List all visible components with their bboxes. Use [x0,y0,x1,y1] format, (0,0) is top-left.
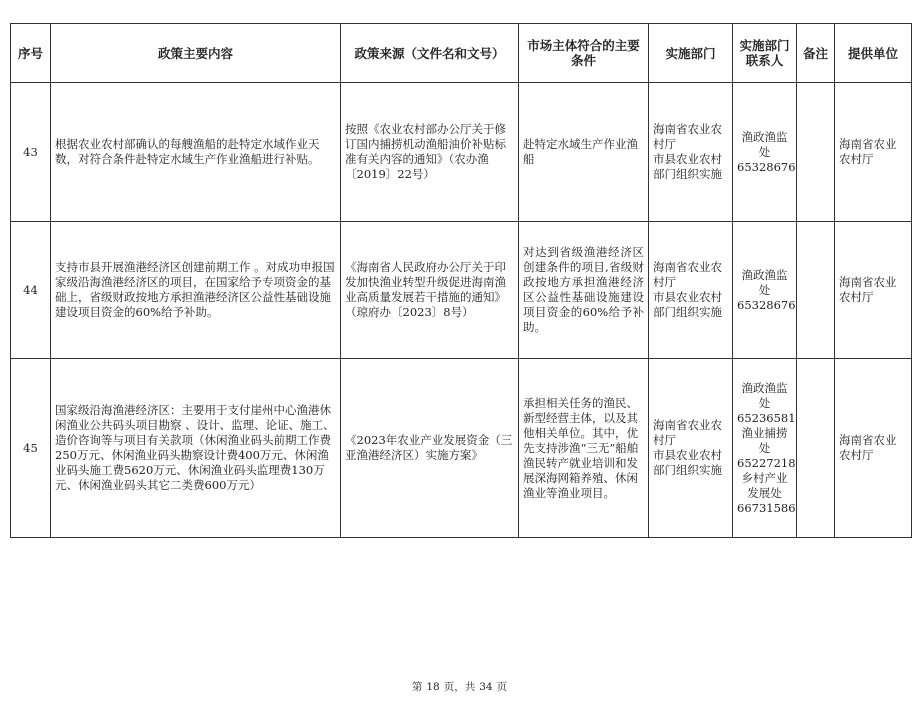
cell-conditions: 承担相关任务的渔民、新型经营主体，以及其他相关单位。其中，优先支持涉渔“三无”船舶渔民转产就业培训和发展深海网箱养殖、休闲渔业等渔业项目。 [519,359,649,538]
cell-provider: 海南省农业农村厅 [835,83,912,222]
footer-prefix: 第 [411,681,423,693]
cell-contact: 渔政渔监处 65328676 [733,222,797,359]
header-conditions: 市场主体符合的主要条件 [519,24,649,83]
header-dept: 实施部门 [649,24,733,83]
table-row [11,359,912,538]
footer-suffix: 页 [496,681,508,693]
cell-source: 《海南省人民政府办公厅关于印发加快渔业转型升级促进海南渔业高质量发展若干措施的通知》（琼府办〔2023〕8号） [341,222,519,359]
cell-content: 支持市县开展渔港经济区创建前期工作 。对成功申报国家级沿海渔港经济区的项目，在国家给予专项资金的基础上，省级财政按地方承担渔港经济区公益性基础设施建设项目资金的60%给予补助。 [51,222,341,359]
cell-source: 《2023年农业产业发展资金（三亚渔港经济区）实施方案》 [341,359,519,538]
page-footer [0,679,919,694]
table-row [11,83,912,222]
footer-mid: 页，共 [443,681,476,693]
cell-content: 根据农业农村部确认的每艘渔船的赴特定水域作业天数，对符合条件赴特定水域生产作业渔船进行补贴。 [51,83,341,222]
table-header-row [11,24,912,83]
cell-source: 按照《农业农村部办公厅关于修订国内捕捞机动渔船油价补贴标准有关内容的通知》（农办渔〔2019〕22号） [341,83,519,222]
header-provider: 提供单位 [835,24,912,83]
cell-provider: 海南省农业农村厅 [835,222,912,359]
footer-page-number: 18 [426,681,440,693]
cell-conditions: 赴特定水域生产作业渔船 [519,83,649,222]
cell-remark [797,83,835,222]
header-source: 政策来源（文件名和文号） [341,24,519,83]
cell-contact: 渔政渔监处 65236581 渔业捕捞处 65227218 乡村产业发展处 66731586 [733,359,797,538]
cell-contact: 渔政渔监处 65328676 [733,83,797,222]
header-remark: 备注 [797,24,835,83]
cell-dept: 海南省农业农村厅 市县农业农村部门组织实施 [649,359,733,538]
cell-remark [797,222,835,359]
cell-content: 国家级沿海渔港经济区：主要用于支付崖州中心渔港休闲渔业公共码头项目勘察 、设计、监理、论证、施工、造价咨询等与项目有关款项（休闲渔业码头前期工作费250万元、休闲渔业码头勘察设计费400万元、休闲渔业码头施工费5620万元、休闲渔业码头监理费130万元、休闲渔业码头其它二类费600万元） [51,359,341,538]
table-row [11,222,912,359]
cell-remark [797,359,835,538]
cell-provider: 海南省农业农村厅 [835,359,912,538]
cell-seq: 44 [11,222,51,359]
header-seq: 序号 [11,24,51,83]
cell-dept: 海南省农业农村厅 市县农业农村部门组织实施 [649,83,733,222]
cell-dept: 海南省农业农村厅 市县农业农村部门组织实施 [649,222,733,359]
header-content: 政策主要内容 [51,24,341,83]
cell-seq: 43 [11,83,51,222]
cell-seq: 45 [11,359,51,538]
footer-total-pages: 34 [479,681,493,693]
policy-table [10,23,912,538]
cell-conditions: 对达到省级渔港经济区创建条件的项目,省级财政按地方承担渔港经济区公益性基础设施建设项目资金的60%给予补助。 [519,222,649,359]
header-contact: 实施部门联系人 [733,24,797,83]
